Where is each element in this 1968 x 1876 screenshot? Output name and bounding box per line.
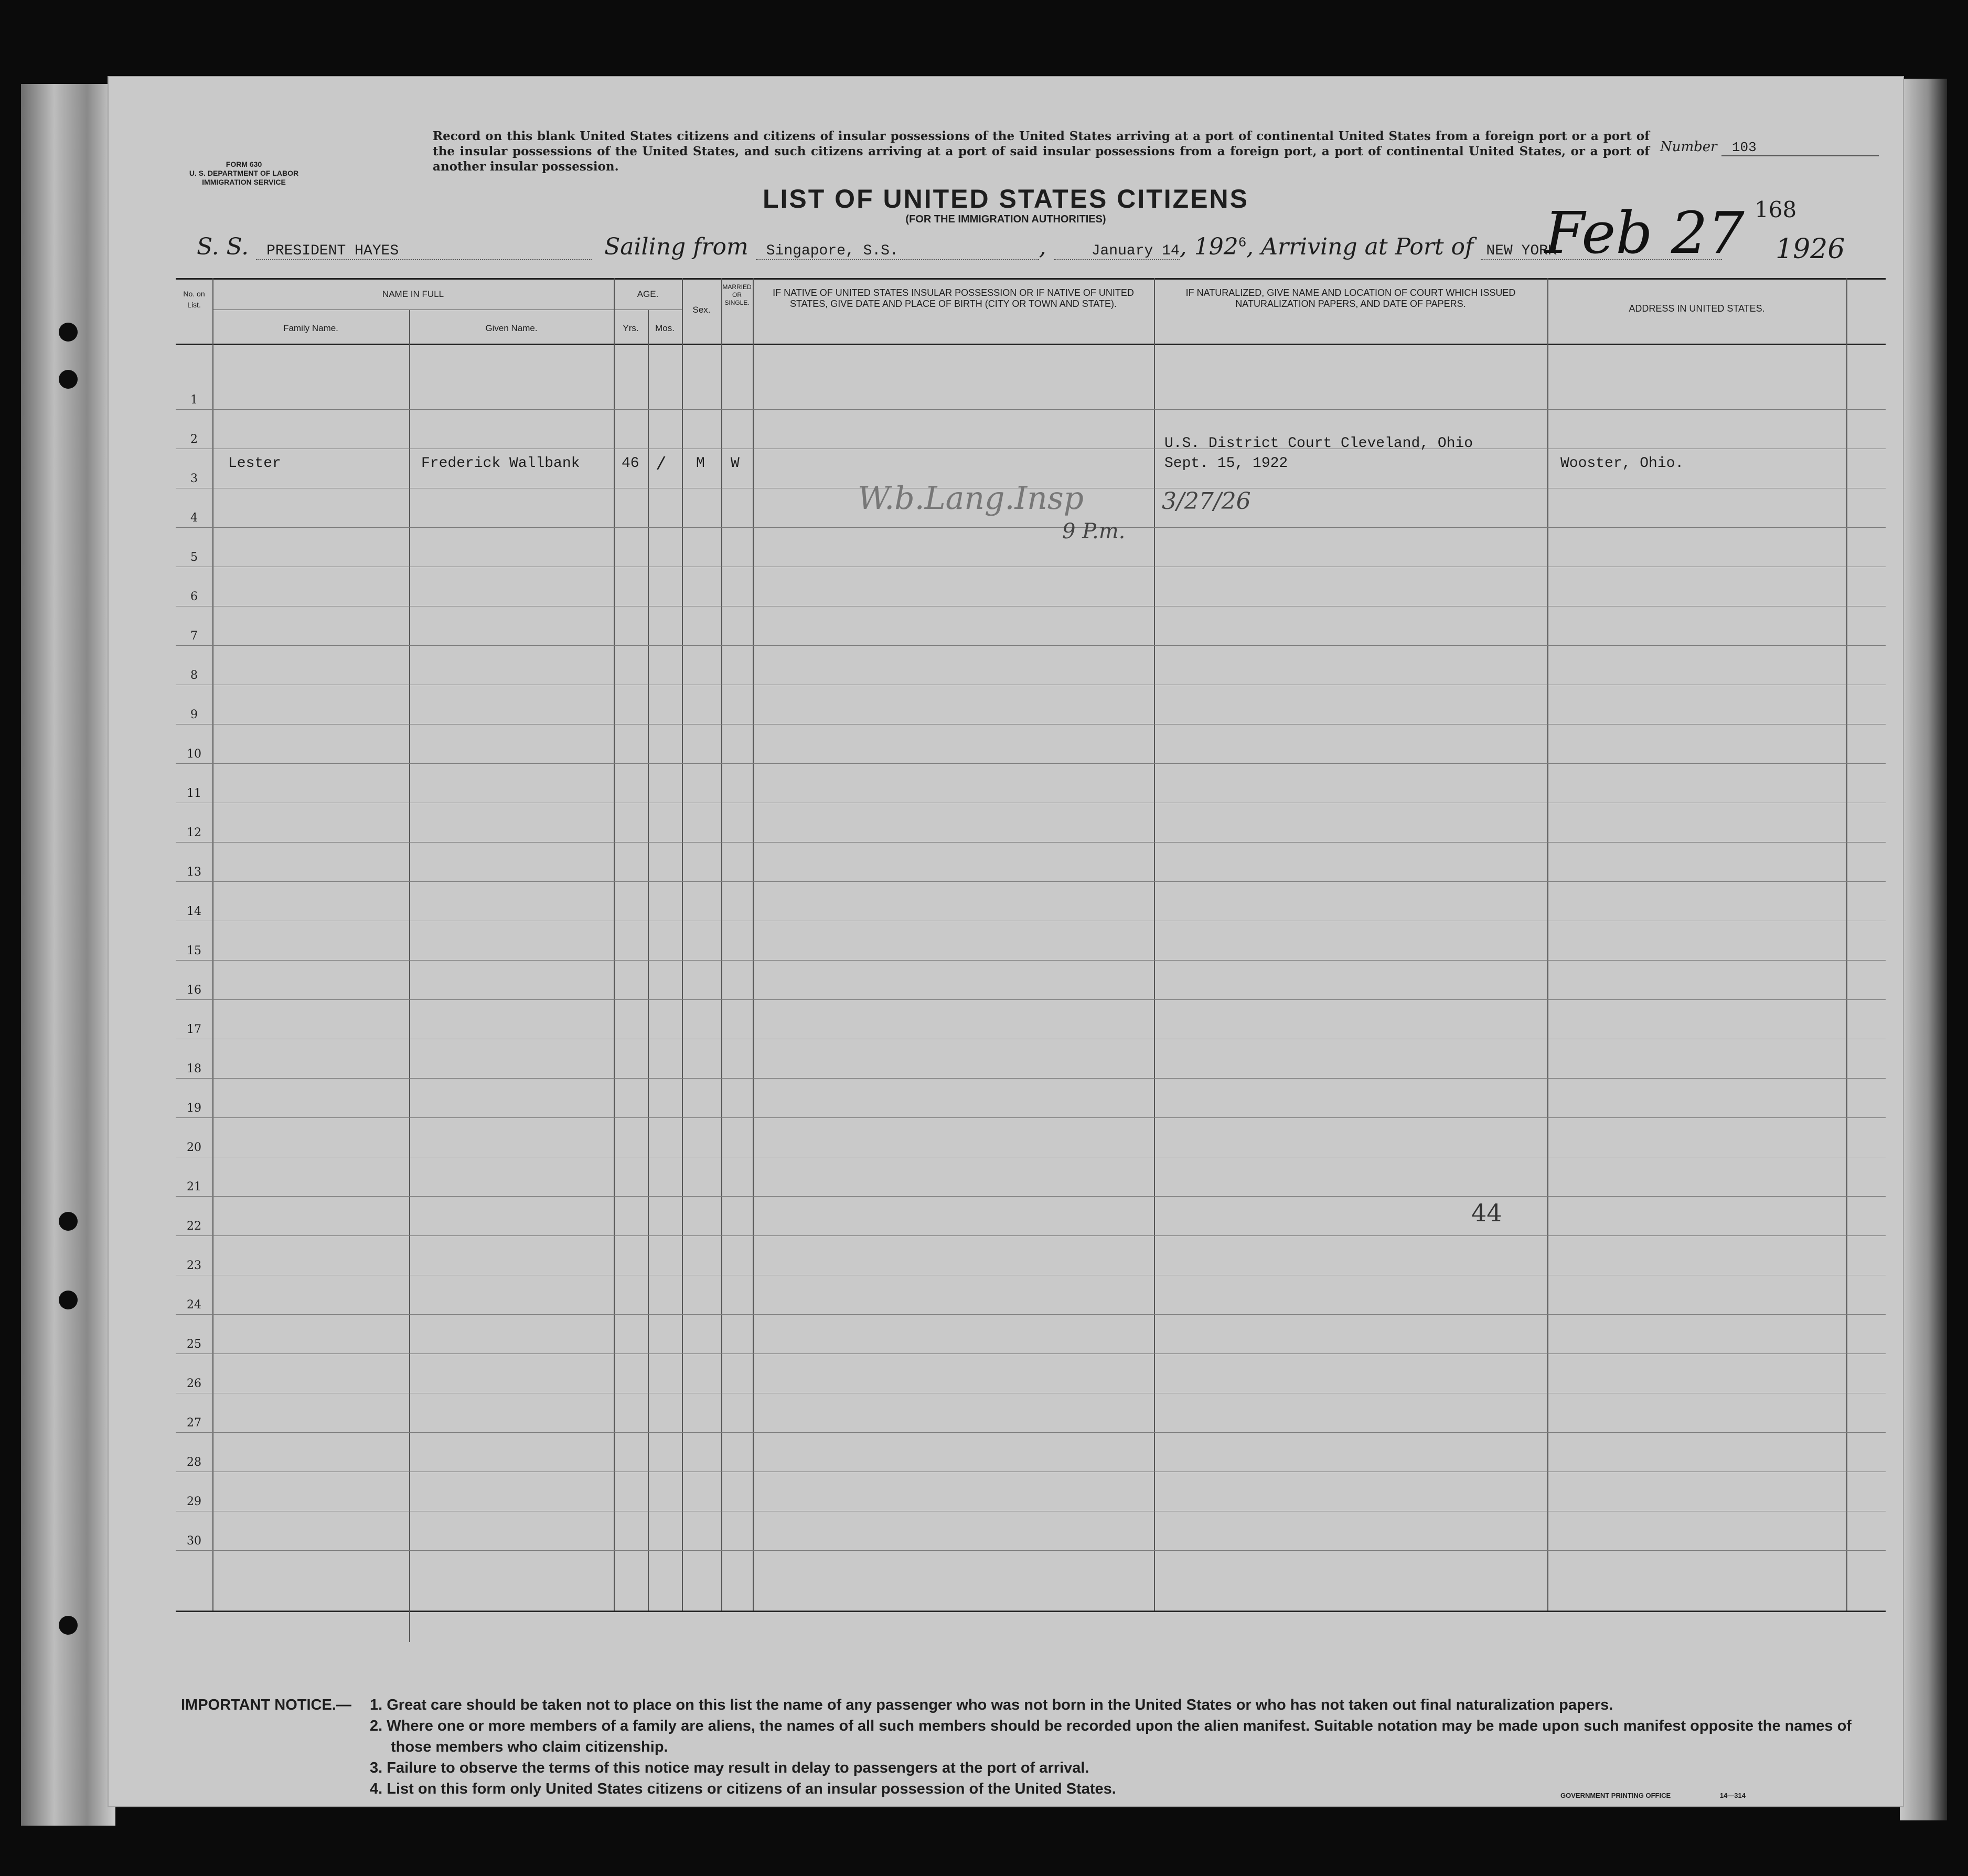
hdr-yrs: Yrs.: [623, 323, 639, 333]
row-rule: [176, 763, 1886, 764]
row-number: 22: [187, 1220, 201, 1233]
voyage-line: S. S. PRESIDENT HAYES Sailing from Singapore, S.S. , January 14, $192^6$, Arriving at Port of NEW YORK: [197, 233, 1928, 260]
manifest-page: [108, 76, 1904, 1807]
col-divider: [1154, 278, 1155, 1611]
row-rule: [176, 409, 1886, 410]
entry-court: U.S. District Court Cleveland, Ohio: [1164, 435, 1473, 452]
row-number: 23: [187, 1259, 201, 1272]
entry-family-name: Lester: [228, 455, 281, 472]
row-number: 11: [187, 787, 201, 800]
sailing-date: January 14: [1054, 243, 1180, 260]
hdr-married: MARRIED OR SINGLE.: [722, 283, 752, 306]
page-subtitle: (FOR THE IMMIGRATION AUTHORITIES): [905, 214, 1106, 225]
row-rule: [176, 1235, 1886, 1236]
col-divider: [409, 310, 410, 1642]
col-divider: [753, 278, 754, 1611]
entry-sex: M: [696, 455, 705, 472]
record-instructions: Record on this blank United States citizens and citizens of insular possessions of the United States arriving at a port of continental United States from a foreign port or a port of the insular possessions of the United States, and such citizens arriving at a port of said insular possessions from a foreign port, a port of continental United States, or a port of another insular possession.: [433, 129, 1650, 174]
tally-number: 44: [1471, 1199, 1502, 1227]
row-number: 20: [187, 1141, 201, 1154]
row-rule: [176, 842, 1886, 843]
notice-item: 3. Failure to observe the terms of this notice may result in delay to passengers at the port of arrival.: [370, 1760, 1089, 1776]
table-top-rule: [176, 278, 1886, 280]
arrival-year: 1926: [1776, 233, 1845, 265]
hdr-name: NAME IN FULL: [382, 289, 444, 299]
number-label: Number: [1660, 139, 1717, 155]
hdr-address: ADDRESS IN UNITED STATES.: [1629, 303, 1765, 314]
row-rule: [176, 1196, 1886, 1197]
gpo-code: 14—314: [1719, 1792, 1746, 1799]
row-number: 16: [187, 984, 201, 997]
arriving-label: Arriving at Port of: [1261, 233, 1474, 260]
row-rule: [176, 1432, 1886, 1433]
col-divider: [682, 278, 683, 1611]
row-number: 30: [187, 1534, 201, 1548]
row-number: 2: [190, 433, 198, 446]
row-rule: [176, 1550, 1886, 1551]
row-number: 21: [187, 1180, 201, 1193]
sailing-from: Singapore, S.S.: [756, 243, 1039, 260]
hdr-family: Family Name.: [283, 323, 338, 333]
row-number: 9: [190, 708, 198, 721]
row-number: 14: [187, 905, 201, 918]
signature-date: 3/27/26: [1162, 488, 1251, 515]
ss-label: S. S.: [197, 233, 249, 260]
row-number: 13: [187, 866, 201, 879]
service: IMMIGRATION SERVICE: [202, 178, 286, 186]
row-number: 6: [190, 590, 198, 603]
important-notice: [181, 1694, 1886, 1799]
hdr-no: No. on List.: [183, 290, 205, 309]
row-rule: [176, 645, 1886, 646]
col-divider: [212, 278, 213, 1611]
notice-item: 4. List on this form only United States citizens or citizens of an insular possession of the United States.: [370, 1781, 1116, 1797]
row-number: 15: [187, 944, 201, 957]
row-rule: [176, 527, 1886, 528]
row-number: 28: [187, 1456, 201, 1469]
printing-office: [1560, 1792, 1746, 1799]
notice-label: IMPORTANT NOTICE.—: [181, 1697, 351, 1713]
hdr-naturalized: IF NATURALIZED, GIVE NAME AND LOCATION OF COURT WHICH ISSUED NATURALIZATION PAPERS, AND DATE OF PAPERS.: [1185, 287, 1516, 309]
form-header: [160, 160, 328, 187]
row-rule: [176, 1117, 1886, 1118]
col-divider: [1547, 278, 1548, 1611]
page-edge: [1900, 79, 1947, 1820]
row-number: 26: [187, 1377, 201, 1390]
row-rule: [176, 960, 1886, 961]
row-rule: [176, 999, 1886, 1000]
entry-age-years: 46: [622, 455, 639, 472]
table-bottom-rule: [176, 1611, 1886, 1612]
row-number: 12: [187, 826, 201, 839]
binding-hole: [59, 323, 78, 342]
page-title: LIST OF UNITED STATES CITIZENS: [762, 184, 1249, 214]
row-number: 7: [190, 630, 198, 643]
year-prefix: 192: [1194, 233, 1238, 260]
gpo-name: GOVERNMENT PRINTING OFFICE: [1560, 1792, 1671, 1799]
row-number: 29: [187, 1495, 201, 1508]
entry-married: W: [731, 455, 740, 472]
ship-name: PRESIDENT HAYES: [256, 243, 592, 260]
year-suffix: 6: [1238, 235, 1247, 251]
entry-address: Wooster, Ohio.: [1560, 455, 1684, 472]
row-number: 1: [190, 393, 198, 407]
col-divider: [721, 278, 722, 1611]
entry-given-name: Frederick Wallbank: [421, 455, 580, 472]
binding-strip: [21, 84, 115, 1826]
row-number: 25: [187, 1338, 201, 1351]
number-value: 103: [1721, 140, 1879, 156]
row-number: 10: [187, 748, 201, 761]
row-number: 3: [190, 472, 198, 485]
row-number: 18: [187, 1062, 201, 1075]
row-number: 8: [190, 669, 198, 682]
arrival-date-handwritten: Feb 27: [1545, 199, 1745, 267]
form-number: FORM 630: [226, 160, 262, 168]
header-bottom-rule: [176, 344, 1886, 345]
entry-court-date: Sept. 15, 1922: [1164, 455, 1288, 472]
row-rule: [176, 1353, 1886, 1354]
number-field: [1660, 139, 1879, 156]
row-number: 24: [187, 1298, 201, 1312]
arrival-port: NEW YORK: [1481, 243, 1722, 260]
signature-time: 9 P.m.: [1062, 519, 1126, 543]
col-divider: [614, 278, 615, 1611]
hdr-sex: Sex.: [692, 305, 711, 315]
binding-hole: [59, 1212, 78, 1231]
department: U. S. DEPARTMENT OF LABOR: [189, 169, 299, 177]
entry-age-months: /: [656, 455, 667, 475]
binding-hole: [59, 1291, 78, 1309]
passenger-table: [176, 278, 1886, 1611]
notice-item: 1. Great care should be taken not to place on this list the name of any passenger who was not born in the United States or who has not taken out final naturalization papers.: [370, 1697, 1613, 1713]
row-rule: [176, 881, 1886, 882]
col-divider: [1846, 278, 1847, 1611]
hdr-age: AGE.: [637, 289, 659, 299]
row-number: 19: [187, 1102, 201, 1115]
row-number: 5: [190, 551, 198, 564]
hdr-given: Given Name.: [485, 323, 538, 333]
inspector-signature: W.b.Lang.Insp: [858, 480, 1084, 517]
sailing-label: Sailing from: [604, 233, 748, 260]
row-number: 4: [190, 511, 198, 525]
binding-hole: [59, 370, 78, 389]
binding-hole: [59, 1616, 78, 1635]
handwritten-number: 168: [1755, 197, 1797, 222]
hdr-native: IF NATIVE OF UNITED STATES INSULAR POSSESSION OR IF NATIVE OF UNITED STATES, GIVE DATE AND PLACE OF BIRTH (CITY OR TOWN AND STATE).: [773, 287, 1134, 309]
notice-item: 2. Where one or more members of a family are aliens, the names of all such members should be recorded upon the alien manifest. Suitable notation may be made upon such manifest opposite the names of those members who claim citizenship.: [370, 1718, 1852, 1755]
row-rule: [176, 1078, 1886, 1079]
row-number: 17: [187, 1023, 201, 1036]
hdr-mos: Mos.: [655, 323, 675, 333]
row-rule: [176, 1314, 1886, 1315]
row-number: 27: [187, 1416, 201, 1430]
